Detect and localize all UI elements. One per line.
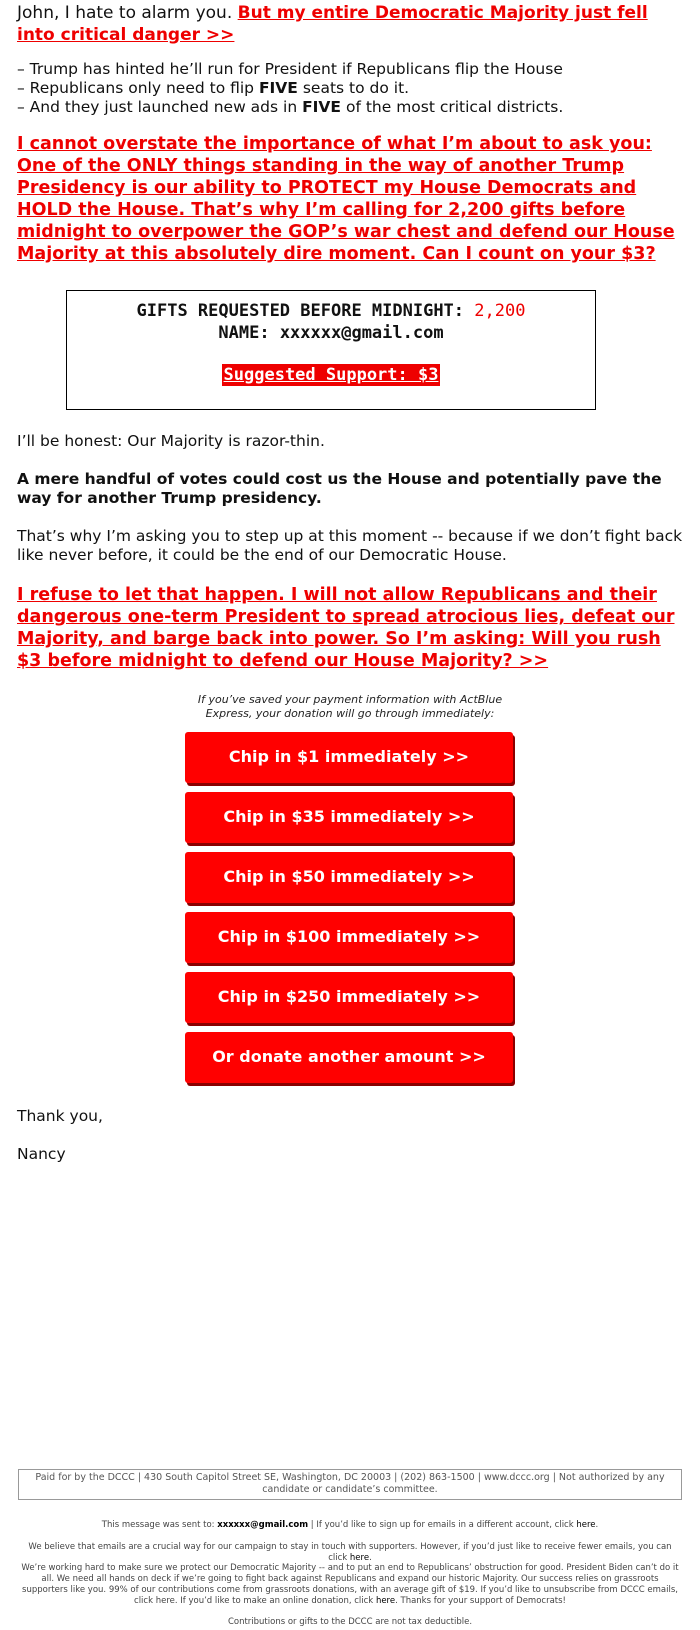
tax-deductible-note: Contributions or gifts to the DCCC are not tax deductible.	[227, 1617, 473, 1627]
bullet-item: – Trump has hinted he’ll run for President if Republicans flip the House	[17, 60, 563, 78]
donate-100-button[interactable]: Chip in $100 immediately >>	[185, 912, 513, 963]
suggested-support-link[interactable]: Suggested Support: $3	[223, 365, 439, 385]
gift-request-box	[66, 290, 596, 410]
online-donation-link[interactable]: here	[375, 1596, 396, 1606]
fewer-emails-line: We believe that emails are a crucial way for our campaign to stay in touch with supporters. However, if you’d just like to receive fewer emails, you can click here.	[28, 1542, 672, 1563]
thank-you-text: Thank you,	[17, 1107, 103, 1125]
handful-of-votes-paragraph: A mere handful of votes could cost us the House and potentially pave the way for another Trump presidency.	[17, 470, 662, 507]
donate-other-amount-button[interactable]: Or donate another amount >>	[185, 1032, 513, 1083]
critical-danger-link[interactable]: But my entire Democratic Majority just fell into critical danger >>	[17, 3, 648, 45]
refuse-appeal-link[interactable]: I refuse to let that happen. I will not allow Republicans and their dangerous one-term President to spread atrocious lies, defeat our Majority, and barge back into power. So I’m asking: Will you rush $3 before midnight to defend our House Majority? >>	[17, 585, 675, 671]
email-body	[17, 0, 683, 265]
name-line: NAME: xxxxxx@gmail.com	[218, 323, 444, 343]
bullet-list	[17, 60, 683, 117]
donate-35-button[interactable]: Chip in $35 immediately >>	[185, 792, 513, 843]
main-appeal-link[interactable]: I cannot overstate the importance of what I’m about to ask you: One of the ONLY things standing in the way of another Trump Presidency is our ability to PROTECT my House Democrats and HOLD the House. That’s why I’m calling for 2,200 gifts before midnight to overpower the GOP’s war chest and defend our House Majority at this absolutely dire moment. Can I count on your $3?	[17, 134, 675, 264]
working-hard-paragraph: We’re working hard to make sure we protect our Democratic Majority -- and to put an end to Republicans’ obstruction for good. President Biden can’t do it all. We need all hands on deck if we’re going to fight back against Republicans and expand our historic Majority. Our success relies on grassroots supporters like you. 99% of our contributions come from grassroots donations, with an average gift of $19. If you’d like to unsubscribe from DCCC emails, click here. If you’d like to make an online donation, click here. Thanks for your support of Democrats!	[21, 1563, 679, 1606]
donate-1-button[interactable]: Chip in $1 immediately >>	[185, 732, 513, 783]
different-account-link[interactable]: here	[576, 1520, 596, 1530]
intro-lead: John, I hate to alarm you.	[17, 3, 238, 23]
razor-thin-paragraph: I’ll be honest: Our Majority is razor-thin.	[17, 432, 325, 450]
donate-50-button[interactable]: Chip in $50 immediately >>	[185, 852, 513, 903]
step-up-paragraph: That’s why I’m asking you to step up at this moment -- because if we don’t fight back like never before, it could be the end of our Democratic House.	[17, 527, 683, 564]
intro-paragraph	[17, 2, 683, 46]
bullet-item: – And they just launched new ads in FIVE of the most critical districts.	[17, 98, 564, 116]
sent-to-line: This message was sent to: xxxxxx@gmail.com | If you’d like to sign up for emails in a different account, click here.	[101, 1520, 599, 1530]
bullet-item: – Republicans only need to flip FIVE seats to do it.	[17, 79, 410, 97]
gift-count: 2,200	[474, 301, 526, 321]
donate-250-button[interactable]: Chip in $250 immediately >>	[185, 972, 513, 1023]
gifts-requested-line: GIFTS REQUESTED BEFORE MIDNIGHT: 2,200	[136, 301, 526, 321]
recipient-email: xxxxxx@gmail.com	[217, 1520, 309, 1530]
signature-name: Nancy	[17, 1145, 66, 1163]
paid-for-disclaimer: Paid for by the DCCC | 430 South Capitol Street SE, Washington, DC 20003 | (202) 863-1500 | www.dccc.org | Not authorized by any candidate or candidate’s committee.	[18, 1469, 682, 1500]
actblue-express-note: If you’ve saved your payment information with ActBlue Express, your donation will go through immediately:	[197, 693, 503, 720]
fewer-emails-link[interactable]: here	[349, 1553, 370, 1563]
